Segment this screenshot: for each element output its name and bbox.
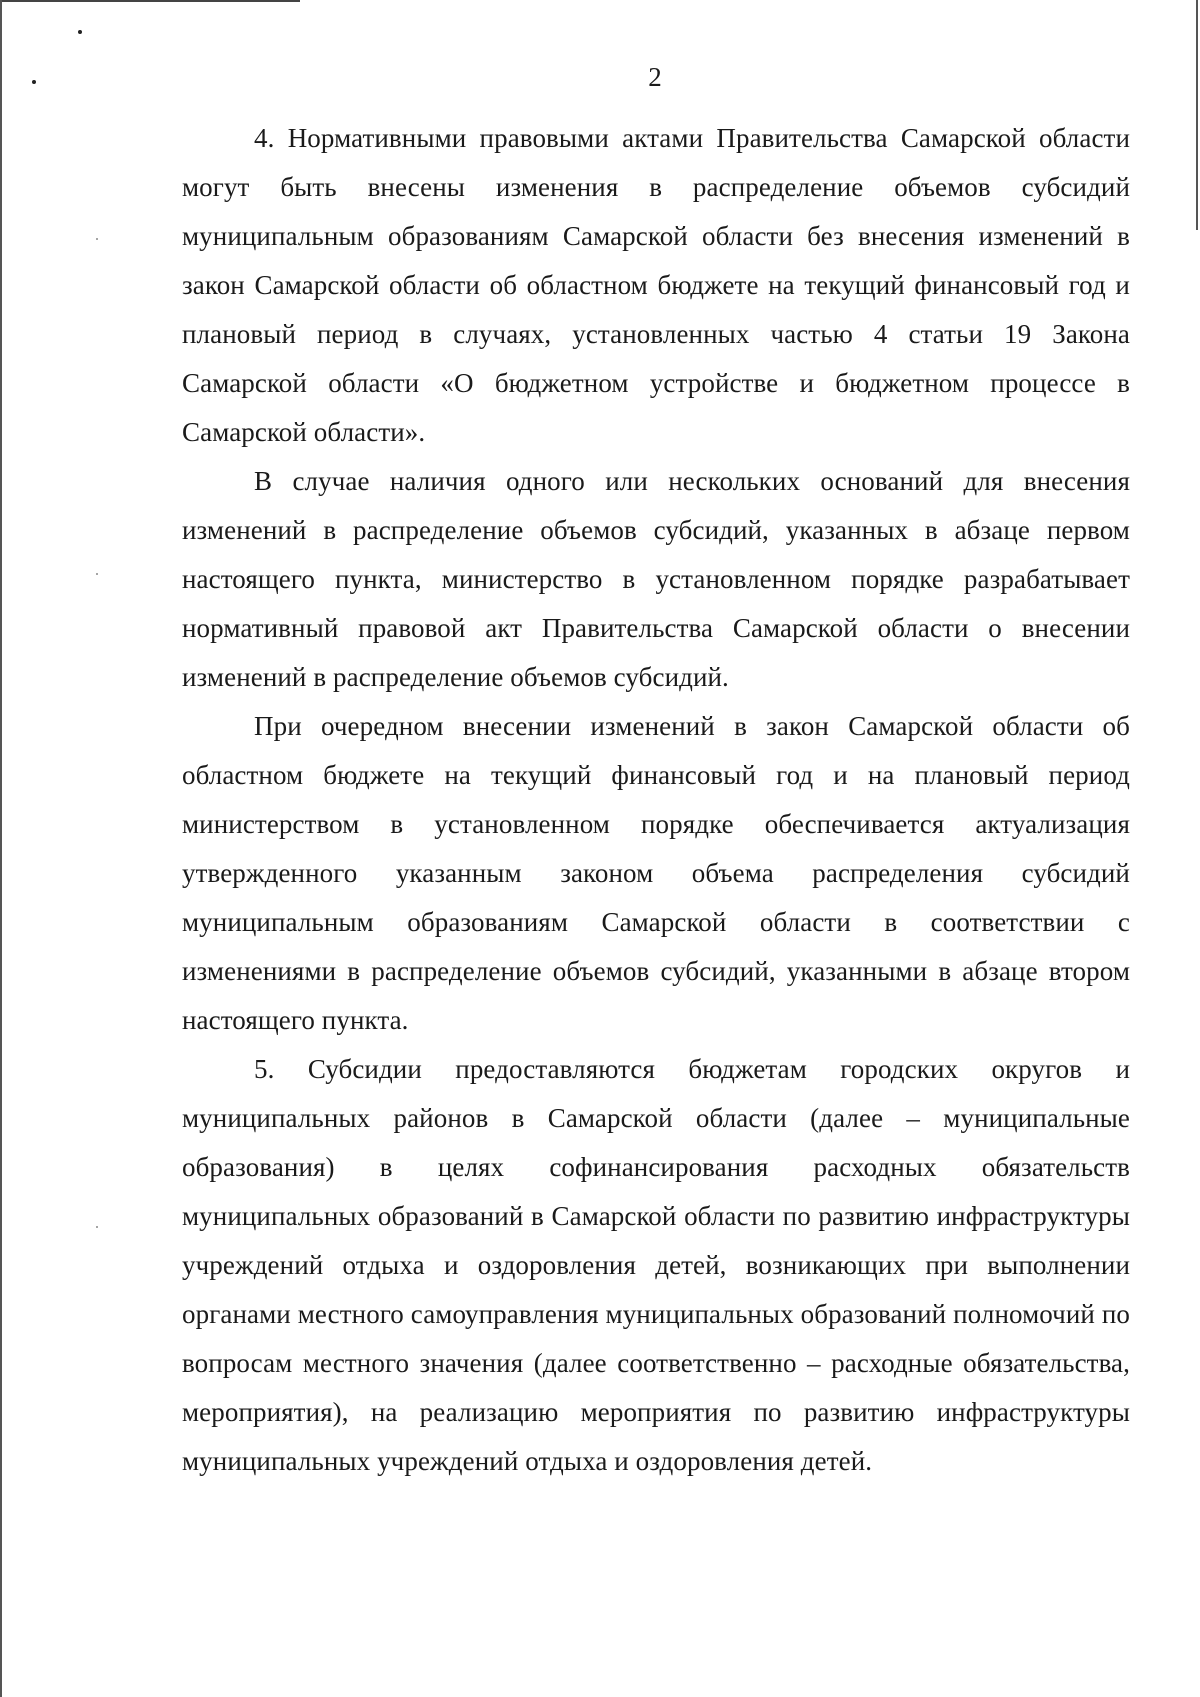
paragraph-change-grounds: В случае наличия одного или нескольких оснований для внесения изменений в распределение объемов субсидий, указанных в абзаце первом настоящего пункта, министерство в установленном порядке разрабатывает нормативный правовой акт Правительства Самарской области о внесении изменений в распределение объемов субсидий. [182, 466, 1130, 692]
scan-edge-left [0, 0, 2, 1697]
scan-speck [96, 1226, 98, 1228]
scan-speck [96, 573, 98, 575]
paragraph-4-clause: 4. Нормативными правовыми актами Правительства Самарской области могут быть внесены изменения в распределение объемов субсидий муниципальным образованиям Самарской области без внесения изменений в закон Самарской области об областном бюджете на текущий финансовый год и плановый период в случаях, установленных частью 4 статьи 19 Закона Самарской области «О бюджетном устройстве и бюджетном процессе в Самарской области». [182, 123, 1130, 447]
paragraph-5-clause: 5. Субсидии предоставляются бюджетам городских округов и муниципальных районов в Самарской области (далее – муниципальные образования) в целях софинансирования расходных обязательств муниципальных образований в Самарской области по развитию инфраструктуры учреждений отдыха и оздоровления детей, возникающих при выполнении органами местного самоуправления муниципальных образований полномочий по вопросам местного значения (далее соответственно – расходные обязательства, мероприятия), на реализацию мероприятия по развитию инфраструктуры муниципальных учреждений отдыха и оздоровления детей. [182, 1054, 1130, 1476]
paragraph-law-update: При очередном внесении изменений в закон Самарской области об областном бюджете на текущий финансовый год и на плановый период министерством в установленном порядке обеспечивается актуализация утвержденного указанным законом объема распределения субсидий муниципальным образованиям Самарской области в соответствии с изменениями в распределение объемов субсидий, указанными в абзаце втором настоящего пункта. [182, 711, 1130, 1035]
scan-speck [78, 30, 82, 34]
page-number: 2 [648, 62, 662, 92]
document-body [182, 114, 1130, 1486]
scan-speck [96, 238, 98, 240]
scan-edge-right [1196, 0, 1198, 230]
scan-edge-top [0, 0, 300, 2]
